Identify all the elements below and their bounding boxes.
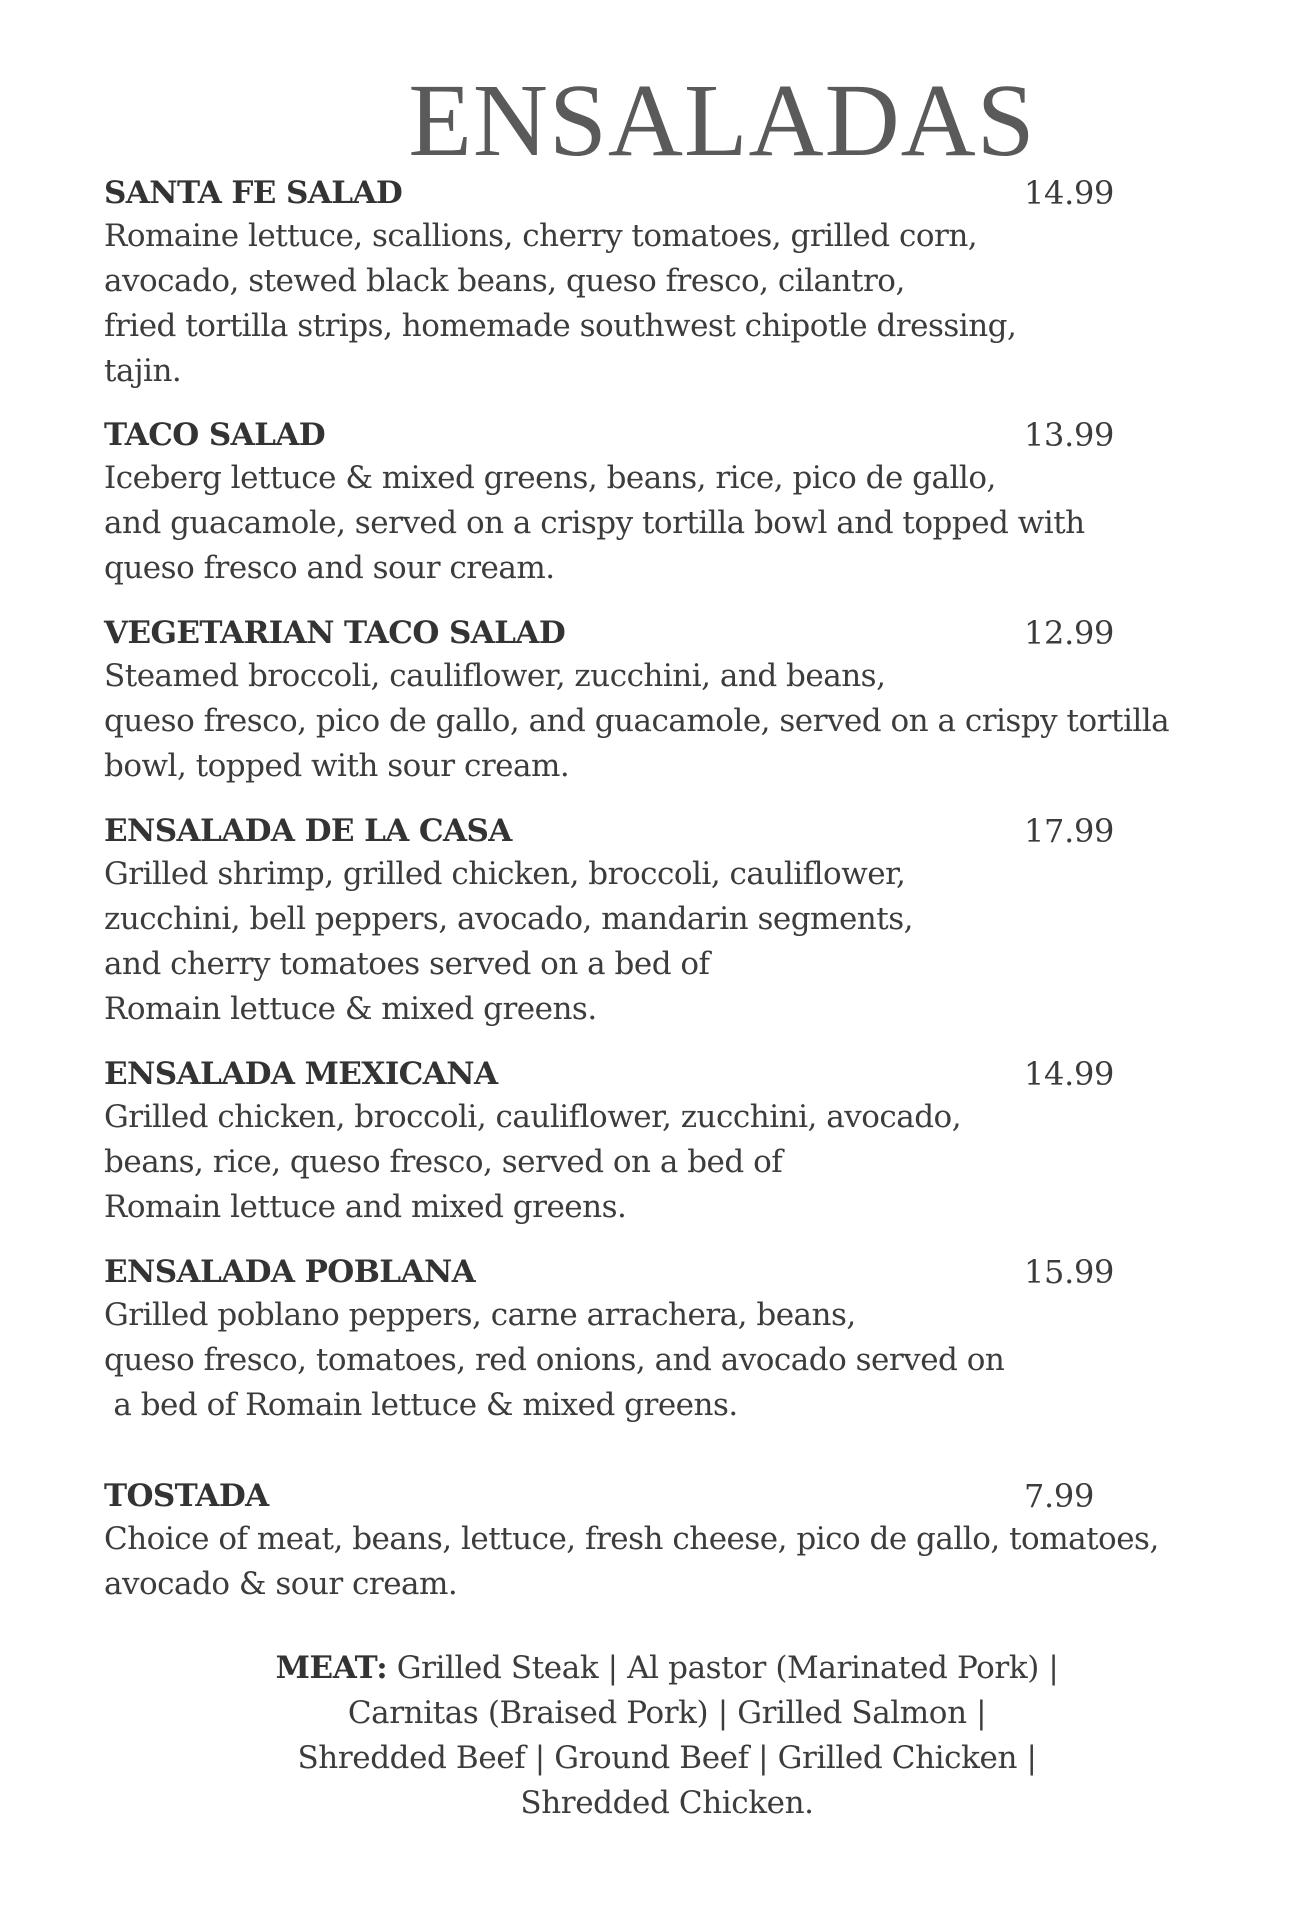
menu-item-description (104, 1517, 1204, 1607)
menu-item-ensalada-de-la-casa (104, 810, 1204, 1032)
menu-item-vegetarian-taco-salad (104, 612, 1204, 789)
description-line: beans, rice, queso fresco, served on a bed of (104, 1144, 783, 1180)
menu-item-name: VEGETARIAN TACO SALAD (104, 615, 566, 651)
menu-item-description (104, 456, 1204, 591)
menu-item-price: 12.99 (1024, 614, 1115, 652)
menu-item-description (104, 1095, 1204, 1230)
description-line: fried tortilla strips, homemade southwest chipotle dressing, (104, 308, 1017, 344)
menu-item-ensalada-poblana (104, 1251, 1204, 1428)
menu-item-price: 15.99 (1024, 1253, 1115, 1291)
description-line: Grilled shrimp, grilled chicken, broccoli, cauliflower, (104, 856, 906, 892)
menu-item-tostada (104, 1475, 1204, 1607)
menu-item-header (104, 810, 1204, 852)
description-line: queso fresco, pico de gallo, and guacamole, served on a crispy tortilla (104, 703, 1170, 739)
description-line: Choice of meat, beans, lettuce, fresh cheese, pico de gallo, tomatoes, (104, 1521, 1159, 1557)
description-line: Romain lettuce and mixed greens. (104, 1189, 627, 1225)
menu-item-description (104, 852, 1204, 1032)
menu-item-price: 7.99 (1024, 1477, 1095, 1515)
description-line: zucchini, bell peppers, avocado, mandarin segments, (104, 901, 913, 937)
menu-item-header (104, 612, 1204, 654)
meat-options-line (30, 1646, 1304, 1691)
page-title: ENSALADAS (408, 63, 1036, 178)
description-line: Romaine lettuce, scallions, cherry tomatoes, grilled corn, (104, 218, 978, 254)
description-line: queso fresco, tomatoes, red onions, and avocado served on (104, 1342, 1005, 1378)
menu-item-price: 13.99 (1024, 416, 1115, 454)
menu-item-header (104, 1053, 1204, 1095)
description-line: avocado & sour cream. (104, 1566, 458, 1602)
description-line: Steamed broccoli, cauliflower, zucchini, and beans, (104, 658, 886, 694)
menu-item-name: TOSTADA (104, 1478, 269, 1514)
meat-options-line: Shredded Beef | Ground Beef | Grilled Chicken | (297, 1740, 1037, 1776)
meat-label: MEAT: (275, 1650, 388, 1686)
menu-item-name: TACO SALAD (104, 417, 326, 453)
description-line: a bed of Romain lettuce & mixed greens. (104, 1387, 738, 1423)
meat-options-line: Shredded Chicken. (520, 1785, 814, 1821)
menu-item-name: ENSALADA MEXICANA (104, 1056, 498, 1092)
menu-item-ensalada-mexicana (104, 1053, 1204, 1230)
description-line: Grilled chicken, broccoli, cauliflower, zucchini, avocado, (104, 1099, 962, 1135)
menu-item-description (104, 214, 1204, 394)
description-line: tajin. (104, 353, 182, 389)
menu-item-description (104, 1293, 1204, 1428)
menu-item-header (104, 1475, 1204, 1517)
meat-options (0, 1646, 1304, 1826)
menu-item-price: 17.99 (1024, 812, 1115, 850)
menu-item-taco-salad (104, 414, 1204, 591)
menu-item-price: 14.99 (1024, 174, 1115, 212)
menu-item-name: SANTA FE SALAD (104, 175, 403, 211)
description-line: Iceberg lettuce & mixed greens, beans, rice, pico de gallo, (104, 460, 996, 496)
menu-item-name: ENSALADA DE LA CASA (104, 813, 512, 849)
description-line: Grilled poblano peppers, carne arrachera, beans, (104, 1297, 856, 1333)
meat-options-line: Carnitas (Braised Pork) | Grilled Salmon | (347, 1695, 987, 1731)
description-line: queso fresco and sour cream. (104, 550, 555, 586)
description-line: and guacamole, served on a crispy tortilla bowl and topped with (104, 505, 1085, 541)
menu-item-description (104, 654, 1204, 789)
menu-item-price: 14.99 (1024, 1055, 1115, 1093)
menu-item-santa-fe-salad (104, 172, 1204, 394)
description-line: bowl, topped with sour cream. (104, 748, 570, 784)
menu-item-header (104, 1251, 1204, 1293)
menu-item-header (104, 172, 1204, 214)
description-line: and cherry tomatoes served on a bed of (104, 946, 710, 982)
description-line: avocado, stewed black beans, queso fresco, cilantro, (104, 263, 905, 299)
menu-item-name: ENSALADA POBLANA (104, 1254, 476, 1290)
menu-item-header (104, 414, 1204, 456)
meat-options-text: Grilled Steak | Al pastor (Marinated Pork) | (387, 1650, 1059, 1686)
description-line: Romain lettuce & mixed greens. (104, 991, 597, 1027)
